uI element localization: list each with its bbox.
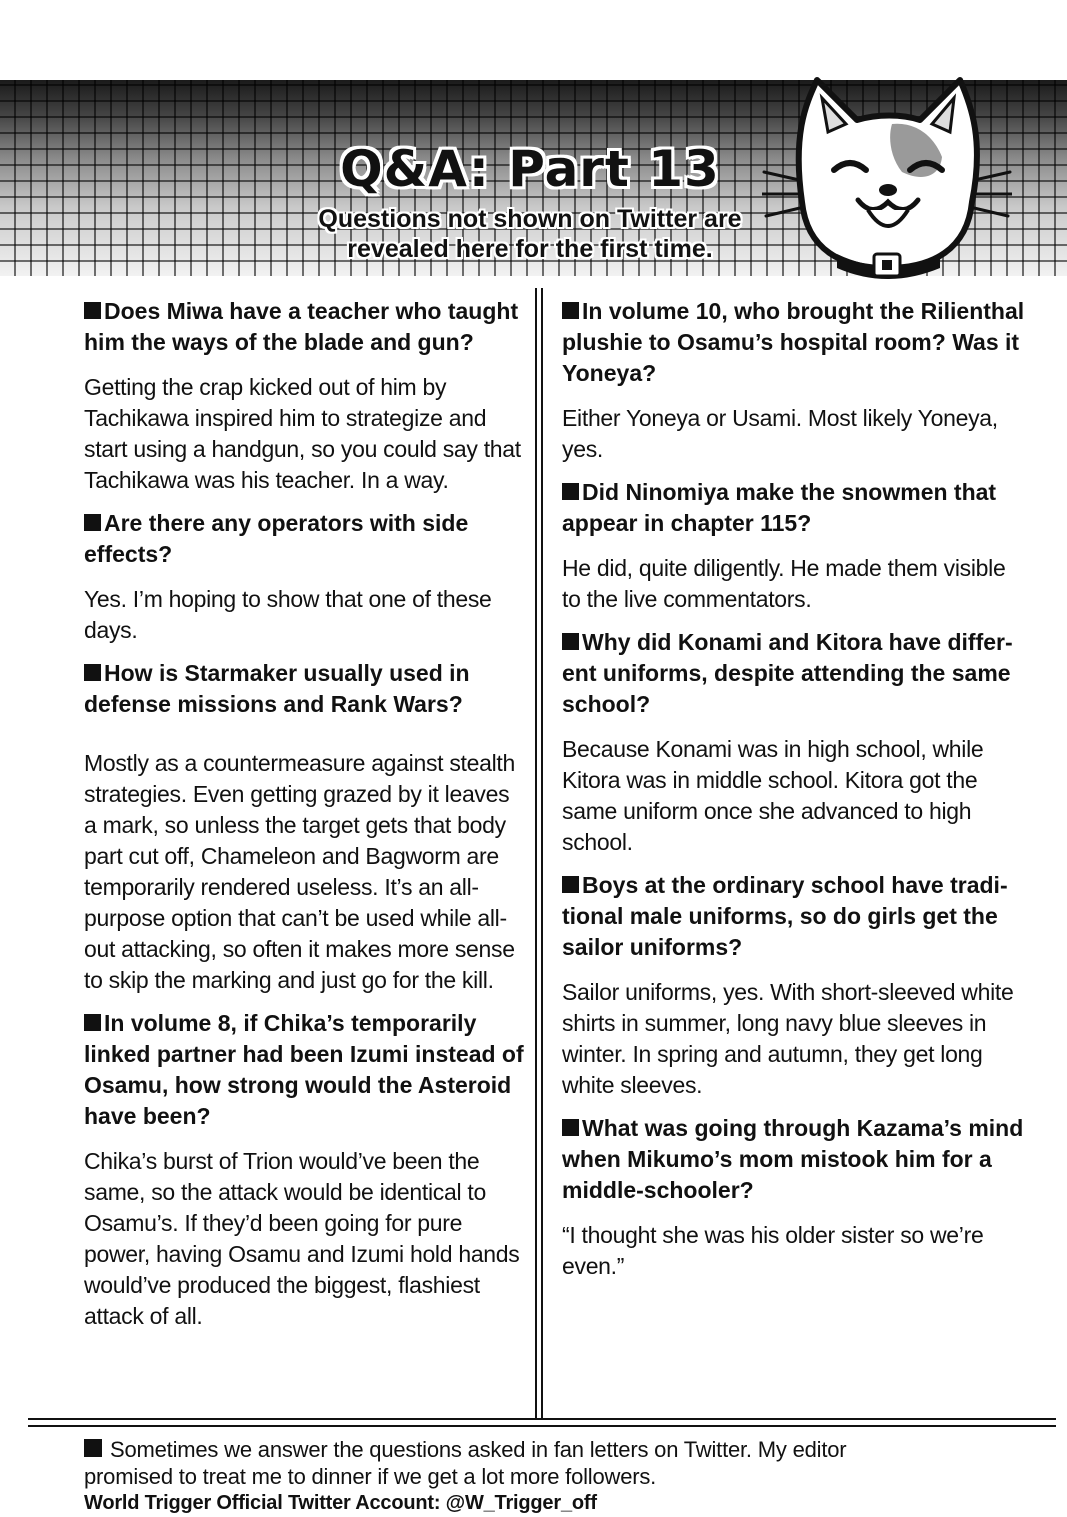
square-bullet-icon bbox=[84, 664, 101, 681]
left-column bbox=[84, 296, 524, 1344]
qa-item bbox=[84, 1008, 524, 1332]
column-divider bbox=[541, 288, 543, 1418]
square-bullet-icon bbox=[562, 302, 579, 319]
question: Why did Konami and Kitora have differ-ent uniforms, despite attending the same school? bbox=[562, 629, 1013, 717]
footer-line-2: promised to treat me to dinner if we get a lot more followers. bbox=[84, 1464, 657, 1489]
square-bullet-icon bbox=[562, 633, 579, 650]
square-bullet-icon bbox=[562, 1119, 579, 1136]
answer: Getting the crap kicked out of him by Tachikawa inspired him to strategize and start using a handgun, so you could say that Tachikawa was his teacher. In a way. bbox=[84, 374, 521, 493]
square-bullet-icon bbox=[84, 514, 101, 531]
question: What was going through Kazama’s mind when Mikumo’s mom mistook him for a middle-schooler? bbox=[562, 1115, 1024, 1203]
subtitle-line-2: revealed here for the first time. bbox=[347, 235, 713, 263]
question: Does Miwa have a teacher who taught him the ways of the blade and gun? bbox=[84, 298, 519, 355]
answer: Yes. I’m hoping to show that one of these days. bbox=[84, 586, 492, 643]
question: Did Ninomiya make the snowmen that appear in chapter 115? bbox=[562, 479, 997, 536]
square-bullet-icon bbox=[562, 483, 579, 500]
question: In volume 10, who brought the Rilienthal plushie to Osamu’s hospital room? Was it Yoneya? bbox=[562, 298, 1025, 386]
answer: He did, quite diligently. He made them visible to the live commentators. bbox=[562, 555, 1006, 612]
question: Boys at the ordinary school have tradi-tional male uniforms, so do girls get the sailor uniforms? bbox=[562, 872, 1008, 960]
page-title: Q&A: Part 13 bbox=[340, 140, 720, 198]
column-divider bbox=[535, 288, 537, 1418]
footer-note bbox=[84, 1436, 1044, 1517]
qa-item bbox=[562, 870, 1028, 1101]
question: Are there any operators with side effects? bbox=[84, 510, 469, 567]
answer: Mostly as a countermeasure against stealth strategies. Even getting grazed by it leaves a mark, so unless the target gets that body part cut off, Chameleon and Bagworm are temporarily rendered useless. It’s an all-purpose option that can’t be used while all-out attacking, so often it makes more sense to skip the marking and just go for the kill. bbox=[84, 750, 516, 993]
page-subtitle bbox=[300, 204, 760, 264]
square-bullet-icon bbox=[84, 1014, 101, 1031]
qa-item bbox=[562, 477, 1028, 615]
answer: “I thought she was his older sister so we’re even.” bbox=[562, 1222, 984, 1279]
right-column bbox=[562, 296, 1028, 1294]
qa-item bbox=[562, 296, 1028, 465]
qa-item bbox=[562, 1113, 1028, 1282]
cat-mascot-icon bbox=[762, 72, 1012, 287]
question: In volume 8, if Chika’s temporarily linked partner had been Izumi instead of Osamu, how strong would the Asteroid have been? bbox=[84, 1010, 524, 1129]
square-bullet-icon bbox=[84, 302, 101, 319]
footer-divider bbox=[28, 1425, 1056, 1427]
square-bullet-icon bbox=[562, 876, 579, 893]
twitter-account: World Trigger Official Twitter Account: @W_Trigger_off bbox=[84, 1492, 597, 1514]
qa-item bbox=[562, 627, 1028, 858]
answer: Chika’s burst of Trion would’ve been the same, so the attack would be identical to Osamu’s. If they’d been going for pure power, having Osamu and Izumi hold hands would’ve produced the biggest, flashiest attack of all. bbox=[84, 1148, 520, 1329]
qa-item bbox=[84, 508, 524, 646]
footer-line-1: Sometimes we answer the questions asked in fan letters on Twitter. My editor bbox=[84, 1436, 1044, 1463]
footer-divider bbox=[28, 1418, 1056, 1420]
answer: Because Konami was in high school, while Kitora was in middle school. Kitora got the same uniform once she advanced to high school. bbox=[562, 736, 984, 855]
answer: Sailor uniforms, yes. With short-sleeved white shirts in summer, long navy blue sleeves in winter. In spring and autumn, they get long white sleeves. bbox=[562, 979, 1014, 1098]
square-bullet-icon bbox=[84, 1439, 102, 1457]
answer: Either Yoneya or Usami. Most likely Yoneya, yes. bbox=[562, 405, 998, 462]
question: How is Starmaker usually used in defense missions and Rank Wars? bbox=[84, 660, 470, 717]
subtitle-line-1: Questions not shown on Twitter are bbox=[318, 205, 742, 233]
qa-item bbox=[84, 658, 524, 996]
qa-item bbox=[84, 296, 524, 496]
